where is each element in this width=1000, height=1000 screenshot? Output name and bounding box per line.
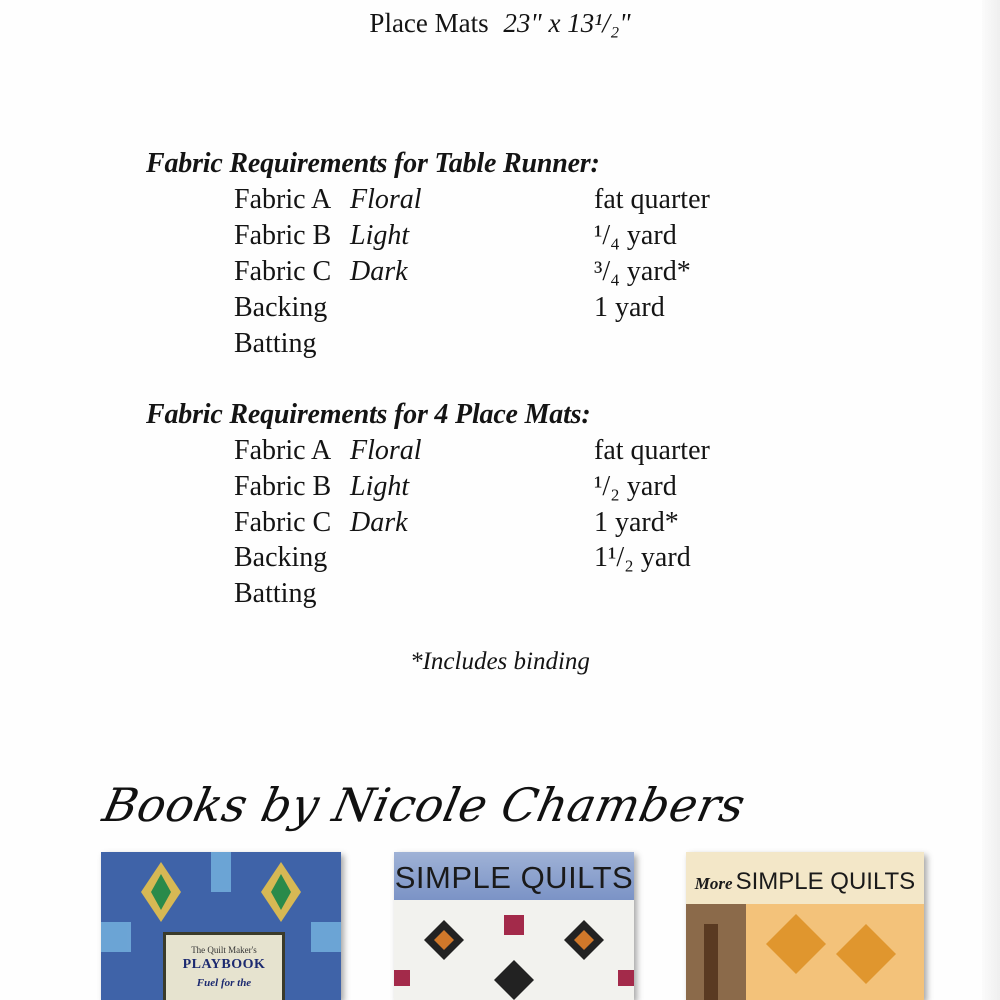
table-row <box>0 220 1000 256</box>
book-title-line <box>686 852 924 906</box>
book-subtitle: Fuel for the <box>196 977 252 989</box>
table-row <box>0 542 1000 578</box>
fabric-amount: ³/₄ yard* <box>594 256 691 287</box>
quilt-pattern-icon <box>394 900 634 1000</box>
book-title: SIMPLE QUILTS <box>394 852 634 900</box>
fabric-name: Fabric C <box>234 256 332 287</box>
fabric-amount: 1 yard* <box>594 507 679 538</box>
table-row <box>0 435 1000 471</box>
quilt-photo-icon <box>686 904 924 1000</box>
fabric-desc: Floral <box>350 184 422 215</box>
fabric-name: Fabric B <box>234 471 332 502</box>
fabric-desc: Dark <box>350 507 408 538</box>
section-heading-place-mats: Fabric Requirements for 4 Place Mats: <box>146 399 591 430</box>
title-dimensions: 23" x 13¹/₂" <box>503 8 631 38</box>
binding-note: *Includes binding <box>410 648 590 675</box>
title-text: Place Mats <box>369 8 489 38</box>
books-heading: Books by Nicole Chambers <box>98 778 751 832</box>
fabric-amount: ¹/₂ yard <box>594 471 677 502</box>
fabric-desc: Light <box>350 220 410 251</box>
fabric-desc: Dark <box>350 256 408 287</box>
fabric-amount: fat quarter <box>594 184 710 215</box>
page-title <box>0 8 1000 39</box>
fabric-name: Fabric A <box>234 435 332 466</box>
fabric-amount: 1 yard <box>594 292 665 323</box>
book-title: PLAYBOOK <box>182 957 266 972</box>
book-cover-simple-quilts <box>394 852 634 1000</box>
fabric-amount: 1¹/₂ yard <box>594 542 691 573</box>
book-pre-title: More <box>694 874 733 893</box>
fabric-name: Fabric C <box>234 507 332 538</box>
fabric-name: Backing <box>234 292 328 323</box>
fabric-name: Fabric B <box>234 220 332 251</box>
table-row <box>0 256 1000 292</box>
fabric-name: Batting <box>234 578 317 609</box>
table-row <box>0 471 1000 507</box>
book-cover-playbook <box>101 852 341 1000</box>
fabric-amount: fat quarter <box>594 435 710 466</box>
section-heading-table-runner: Fabric Requirements for Table Runner: <box>146 148 600 179</box>
book-pre-title: The Quilt Maker's <box>191 945 257 955</box>
book-cover-more-simple-quilts <box>686 852 924 1000</box>
fabric-amount: ¹/₄ yard <box>594 220 677 251</box>
fabric-name: Batting <box>234 328 317 359</box>
table-row <box>0 184 1000 220</box>
book-title: SIMPLE QUILTS <box>735 868 916 895</box>
fabric-desc: Floral <box>350 435 422 466</box>
fabric-desc: Light <box>350 471 410 502</box>
fabric-name: Backing <box>234 542 328 573</box>
fabric-name: Fabric A <box>234 184 332 215</box>
book-title-plate <box>163 932 285 1000</box>
table-row <box>0 328 1000 364</box>
table-row <box>0 507 1000 543</box>
table-row <box>0 292 1000 328</box>
table-row <box>0 578 1000 614</box>
